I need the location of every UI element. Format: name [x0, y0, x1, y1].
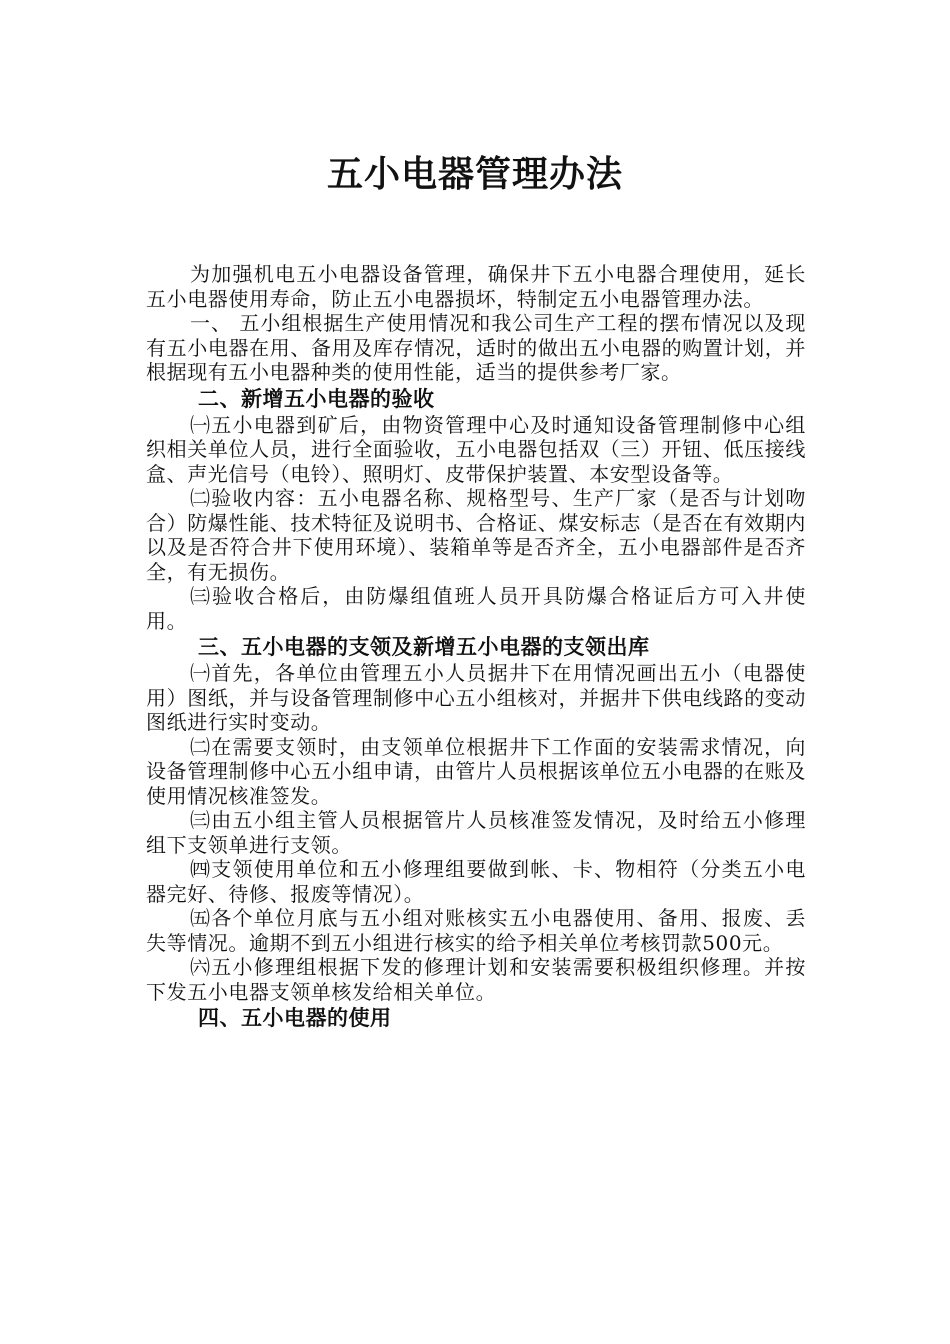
- section-3-item-6: ㈥五小修理组根据下发的修理计划和安装需要积极组织修理。并按下发五小电器支领单核发给相关单位。: [146, 955, 806, 1004]
- section-2-item-2: ㈡验收内容：五小电器名称、规格型号、生产厂家（是否与计划吻合）防爆性能、技术特征及说明书、合格证、煤安标志（是否在有效期内以及是否符合井下使用环境）、装箱单等是否齐全，五小电器部件是否齐全，有无损伤。: [146, 486, 806, 584]
- section-4-heading: 四、五小电器的使用: [198, 1006, 392, 1030]
- document-body: [146, 262, 806, 1032]
- page-title: 五小电器管理办法: [326, 154, 623, 196]
- section-2-item-1: ㈠五小电器到矿后，由物资管理中心及时通知设备管理制修中心组织相关单位人员，进行全面验收，五小电器包括双（三）开钮、低压接线盒、声光信号（电铃）、照明灯、皮带保护装置、本安型设备等。: [146, 412, 806, 486]
- section-3-item-2: ㈡在需要支领时，由支领单位根据井下工作面的安装需求情况，向设备管理制修中心五小组申请，由管片人员根据该单位五小电器的在账及使用情况核准签发。: [146, 734, 806, 808]
- section-3-item-4: ㈣支领使用单位和五小修理组要做到帐、卡、物相符（分类五小电器完好、待修、报废等情况）。: [146, 857, 806, 906]
- section-3-item-3: ㈢由五小组主管人员根据管片人员核准签发情况，及时给五小修理组下支领单进行支领。: [146, 808, 806, 857]
- section-2-heading: 二、新增五小电器的验收: [198, 386, 435, 411]
- intro-paragraph: 为加强机电五小电器设备管理，确保井下五小电器合理使用，延长五小电器使用寿命，防止五小电器损坏，特制定五小电器管理办法。: [146, 262, 806, 311]
- section-2-item-3: ㈢验收合格后，由防爆组值班人员开具防爆合格证后方可入井使用。: [146, 584, 806, 633]
- section-1-paragraph: 一、 五小组根据生产使用情况和我公司生产工程的摆布情况以及现有五小电器在用、备用及库存情况，适时的做出五小电器的购置计划，并根据现有五小电器种类的使用性能，适当的提供参考厂家。: [146, 311, 806, 384]
- section-3-item-5: ㈤各个单位月底与五小组对账核实五小电器使用、备用、报废、丢失等情况。逾期不到五小组进行核实的给予相关单位考核罚款500元。: [146, 906, 806, 955]
- section-3-heading: 三、五小电器的支领及新增五小电器的支领出库: [198, 635, 650, 659]
- section-3-item-1: ㈠首先，各单位由管理五小人员据井下在用情况画出五小（电器使用）图纸，并与设备管理制修中心五小组核对，并据井下供电线路的变动图纸进行实时变动。: [146, 661, 806, 734]
